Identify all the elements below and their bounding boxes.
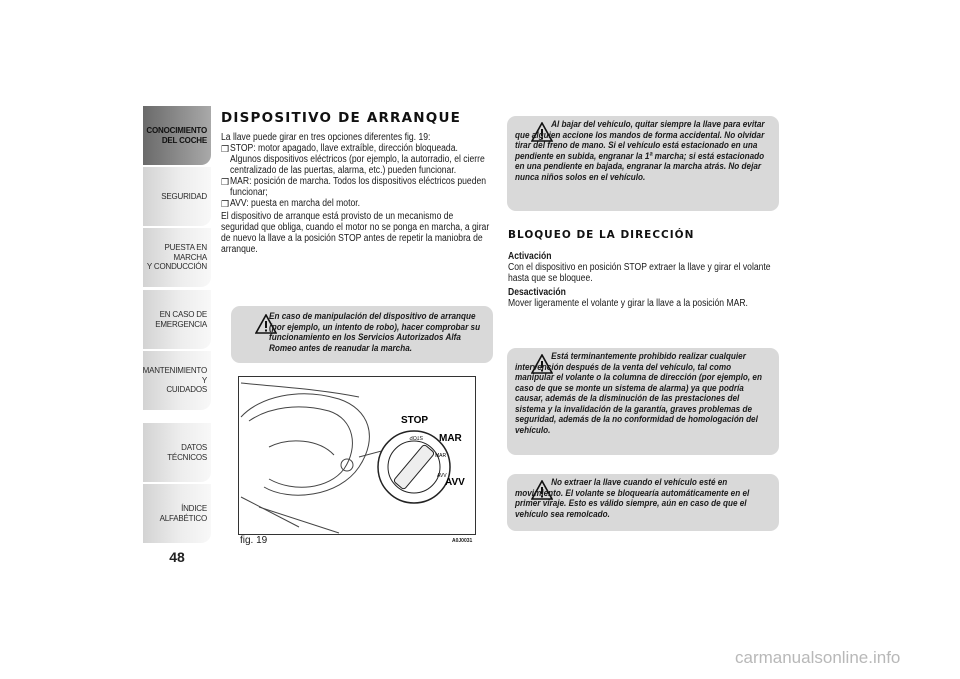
bullet-text: STOP: motor apagado, llave extraíble, dirección bloqueada. Algunos dispositivos eléctricos (por ejemplo, la autorradio, el cierre centralizado de las puertas, alarma, etc.) pueden funcionar. — [230, 143, 485, 176]
subheading-activacion: Activación — [508, 251, 552, 262]
tab-seguridad[interactable] — [143, 167, 211, 226]
tab-label: EN CASO DE EMERGENCIA — [155, 310, 207, 329]
column-right — [508, 229, 780, 309]
ignition-illustration — [239, 377, 475, 534]
tab-label: MANTENIMIENTO Y CUIDADOS — [142, 366, 207, 395]
tab-conocimiento-del-coche[interactable] — [143, 106, 211, 165]
column-left — [221, 110, 491, 255]
checkbox-bullet-icon: ❒ — [221, 144, 230, 154]
figure-caption: fig. 19 — [240, 535, 268, 546]
warning-text: Está terminantemente prohibido realizar cualquier intervención después de la venta del vehículo, tal como manipular el volante o la columna de dirección (por ejemplo, en caso de que se monte un sistema de alarma) ya que podría causar, además de la disminución de las prestaciones del sistema y la invalidación de la garantía, graves problemas de seguridad, además de la no conformidad de homologación del vehículo. — [515, 351, 762, 436]
bullet-item — [221, 198, 491, 209]
watermark: carmanualsonline.info — [735, 648, 901, 667]
warning-box — [507, 116, 779, 211]
bullet-item — [221, 176, 491, 198]
page-number: 48 — [169, 549, 185, 565]
figure-code: A0J0031 — [452, 538, 473, 544]
avv-label: AVV — [445, 477, 465, 488]
tab-label: PUESTA EN MARCHA Y CONDUCCIÓN — [146, 243, 207, 272]
tab-mantenimiento[interactable] — [143, 351, 211, 410]
tab-label: SEGURIDAD — [161, 191, 207, 201]
body-paragraph: El dispositivo de arranque está provisto de un mecanismo de seguridad que obliga, cuando el motor no se ponga en marcha, a girar de nuevo la llave a la posición STOP antes de repetir la maniobra de arranque. — [221, 211, 490, 255]
section-title: BLOQUEO DE LA DIRECCIÓN — [508, 229, 695, 241]
bullet-item — [221, 143, 491, 176]
mar-label: MAR — [439, 433, 462, 444]
bullet-text: MAR: posición de marcha. Todos los dispositivos eléctricos pueden funcionar; — [230, 176, 487, 198]
dial-stop-label: STOP — [409, 434, 423, 440]
tab-en-caso-de-emergencia[interactable] — [143, 290, 211, 349]
bullet-text: AVV: puesta en marcha del motor. — [230, 198, 361, 209]
body-paragraph: Mover ligeramente el volante y girar la llave a la posición MAR. — [508, 298, 748, 309]
tab-indice-alfabetico[interactable] — [143, 484, 211, 543]
tab-puesta-en-marcha[interactable] — [143, 228, 211, 287]
warning-box — [507, 348, 779, 455]
subheading-desactivacion: Desactivación — [508, 287, 566, 298]
tab-label: CONOCIMIENTO DEL COCHE — [146, 126, 207, 145]
warning-box — [507, 474, 779, 531]
dial-mar-label: MAR — [435, 453, 447, 459]
intro-text: La llave puede girar en tres opciones diferentes fig. 19: — [221, 132, 431, 143]
tab-datos-tecnicos[interactable] — [143, 423, 211, 482]
stop-label: STOP — [401, 415, 429, 426]
warning-text: Al bajar del vehículo, quitar siempre la llave para evitar que alguien accione los mandos de forma accidental. No olvidar tirar del freno de mano. Si el vehículo está estacionado en una pendiente en subida, engranar la 1ª marcha; si está estacionado en una pendiente en bajada, engranar la marcha atrás. No dejar nunca niños solos en el vehículo. — [515, 119, 765, 183]
tab-label: ÍNDICE ALFABÉTICO — [159, 504, 207, 523]
warning-text: No extraer la llave cuando el vehículo esté en movimiento. El volante se bloquearía automáticamente en el primer viraje. Esto es válido siempre, aún en caso de que el vehículo sea remolcado. — [515, 477, 750, 520]
checkbox-bullet-icon: ❒ — [221, 199, 230, 209]
section-title: DISPOSITIVO DE ARRANQUE — [221, 110, 462, 126]
warning-box — [231, 306, 493, 363]
checkbox-bullet-icon: ❒ — [221, 177, 230, 187]
ignition-figure — [238, 376, 476, 535]
body-paragraph: Con el dispositivo en posición STOP extraer la llave y girar el volante hasta que se bloquee. — [508, 262, 771, 284]
tab-label: DATOS TÉCNICOS — [167, 443, 207, 462]
warning-text: En caso de manipulación del dispositivo de arranque (por ejemplo, un intento de robo), hacer comprobar su funcionamiento en los Servicios Autorizados Alfa Romeo antes de reanudar la marcha. — [269, 311, 481, 354]
dial-avv-label: AVV — [437, 473, 447, 479]
